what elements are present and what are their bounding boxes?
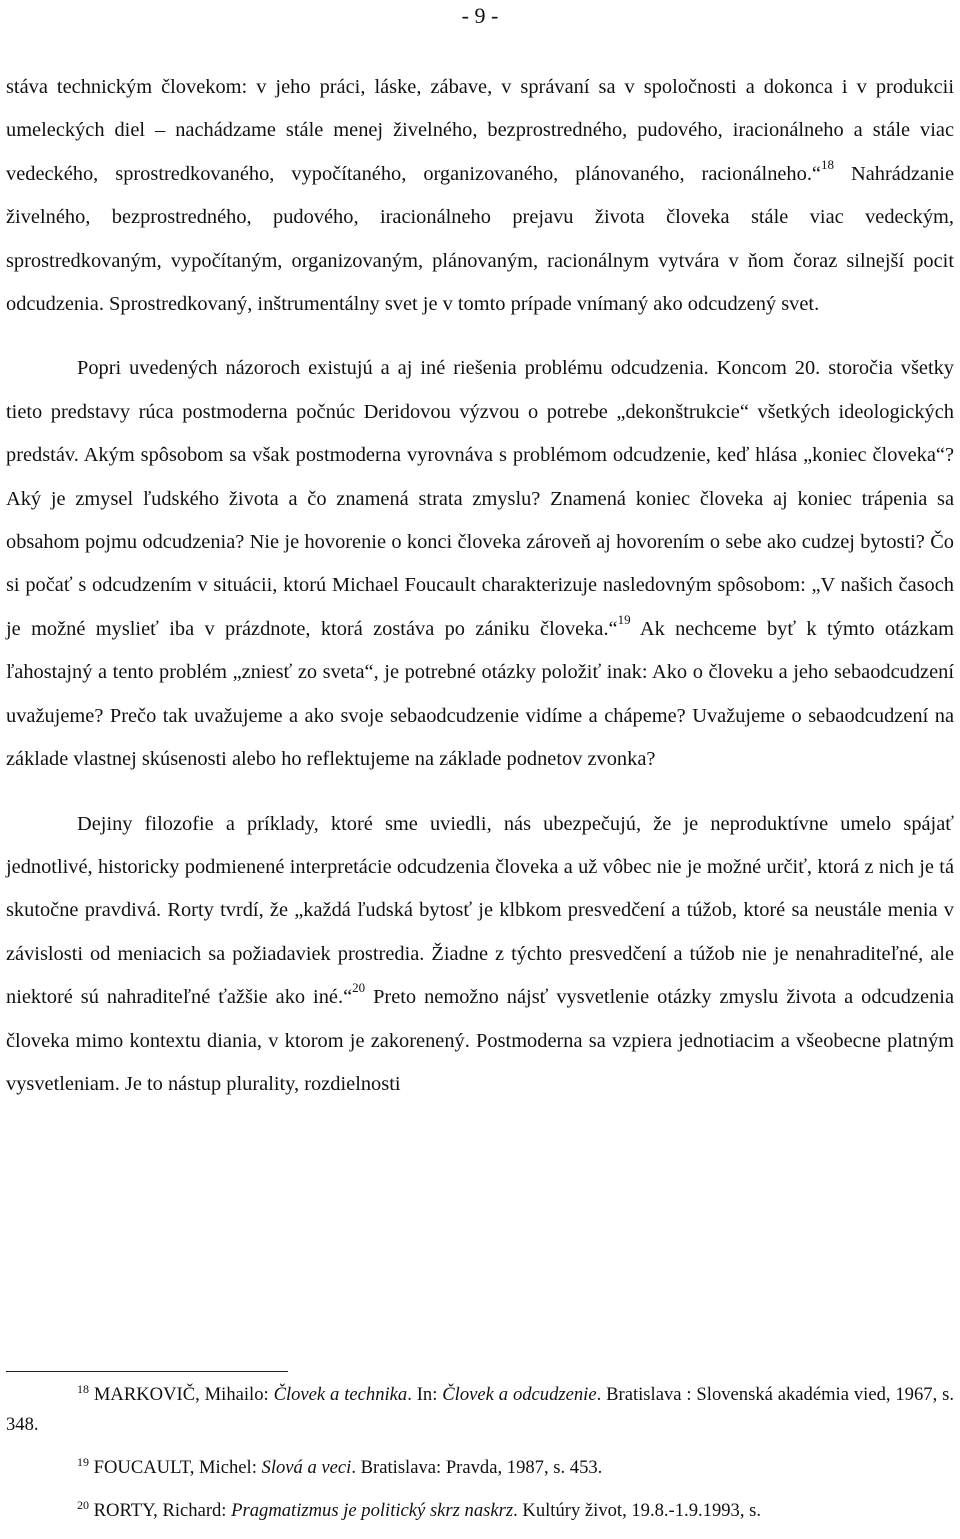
text-run: MARKOVIČ, Mihailo: xyxy=(89,1384,274,1405)
text-run: Ak nechceme byť k týmto otázkam ľahostajný a tento problém „zniesť zo sveta“, je potrebné otázky položiť inak: Ako o človeku a jeho sebaodcudzení uvažujeme? Prečo tak uvažujeme a ako svoje sebaodcudzenie vidíme a chápeme? Uvažujeme o sebaodcudzení na základe vlastnej skúsenosti alebo ho reflektujeme na základe podnetov zvonka? xyxy=(6,617,954,771)
footnote-separator xyxy=(6,1371,288,1372)
text-run: . Kultúry život, 19.8.-1.9.1993, s. xyxy=(513,1500,762,1521)
paragraph xyxy=(6,803,954,1107)
footnote xyxy=(6,1453,954,1483)
footnote xyxy=(6,1380,954,1440)
text-run: RORTY, Richard: xyxy=(89,1500,232,1521)
footnote-reference: 20 xyxy=(352,980,366,996)
text-run: Preto nemožno nájsť vysvetlenie otázky zmyslu života a odcudzenia človeka mimo kontextu diania, v ktorom je zakorenený. Postmoderna sa vzpiera jednotiacim a všeobecne platným vysvetleniam. Je to nástup plurality, rozdielnosti xyxy=(6,986,954,1095)
text-run: Nahrádzanie živelného, bezprostredného, pudového, iracionálneho prejavu života človeka stále viac vedeckým, sprostredkovaným, vypočítaným, organizovaným, plánovaným, racionálnym vytvára v ňom čoraz silnejší pocit odcudzenia. Sprostredkovaný, inštrumentálny svet je v tomto prípade vnímaný ako odcudzený svet. xyxy=(6,162,954,316)
footnote-number: 20 xyxy=(77,1497,89,1512)
text-run: stáva technickým človekom: v jeho práci, láske, zábave, v správaní sa v spoločnosti a dokonca i v produkcii umeleckých diel – nachádzame stále menej živelného, bezprostredného, pudového, iracionálneho a stále viac vedeckého, sprostredkovaného, vypočítaného, organizovaného, plánovaného, racionálneho.“ xyxy=(6,76,954,185)
italic-title: Pragmatizmus je politický skrz naskrz xyxy=(231,1500,514,1521)
text-run: . Bratislava : Slovenská akadémia vied, 1967, s. 348. xyxy=(6,1384,954,1435)
page-number: - 9 - xyxy=(461,3,499,28)
text-run: . Bratislava: Pravda, 1987, s. 453. xyxy=(351,1457,603,1478)
footnote-number: 18 xyxy=(77,1381,89,1396)
italic-title: Slová a veci xyxy=(261,1457,352,1478)
footnote-reference: 18 xyxy=(820,157,834,173)
italic-title: Človek a technika xyxy=(273,1384,408,1405)
body-text xyxy=(6,66,954,1106)
paragraph xyxy=(6,66,954,326)
italic-title: Človek a odcudzenie xyxy=(442,1384,597,1405)
footnote xyxy=(6,1496,954,1526)
footnotes xyxy=(6,1380,954,1539)
text-run: . In: xyxy=(407,1384,443,1405)
text-run: Dejiny filozofie a príklady, ktoré sme uviedli, nás ubezpečujú, že je neproduktívne umelo spájať jednotlivé, historicky podmienené interpretácie odcudzenia človeka a už vôbec nie je možné určiť, ktorá z nich je tá skutočne pravdivá. Rorty tvrdí, že „každá ľudská bytosť je klbkom presvedčení a túžob, ktoré sa neustále menia v závislosti od meniacich sa požiadaviek prostredia. Žiadne z týchto presvedčení a túžob nie je nenahraditeľné, ale niektoré sú nahraditeľné ťažšie ako iné.“ xyxy=(6,812,954,1009)
footnote-number: 19 xyxy=(77,1454,89,1469)
paragraph xyxy=(6,347,954,781)
text-run: Popri uvedených názoroch existujú a aj iné riešenia problému odcudzenia. Koncom 20. storočia všetky tieto predstavy rúca postmoderna počnúc Deridovou výzvou o potrebe „dekonštrukcie“ všetkých ideologických predstáv. Akým spôsobom sa však postmoderna vyrovnáva s problémom odcudzenie, keď hlása „koniec človeka“? Aký je zmysel ľudského života a čo znamená strata zmyslu? Znamená koniec človeka aj koniec trápenia sa obsahom pojmu odcudzenia? Nie je hovorenie o konci človeka zároveň aj hovorením o sebe ako cudzej bytosti? Čo si počať s odcudzením v situácii, ktorú Michael Foucault charakterizuje nasledovným spôsobom: „V našich časoch je možné myslieť iba v prázdnote, ktorá zostáva po zániku človeka.“ xyxy=(6,357,954,640)
footnote-reference: 19 xyxy=(617,612,631,628)
text-run: FOUCAULT, Michel: xyxy=(89,1457,262,1478)
